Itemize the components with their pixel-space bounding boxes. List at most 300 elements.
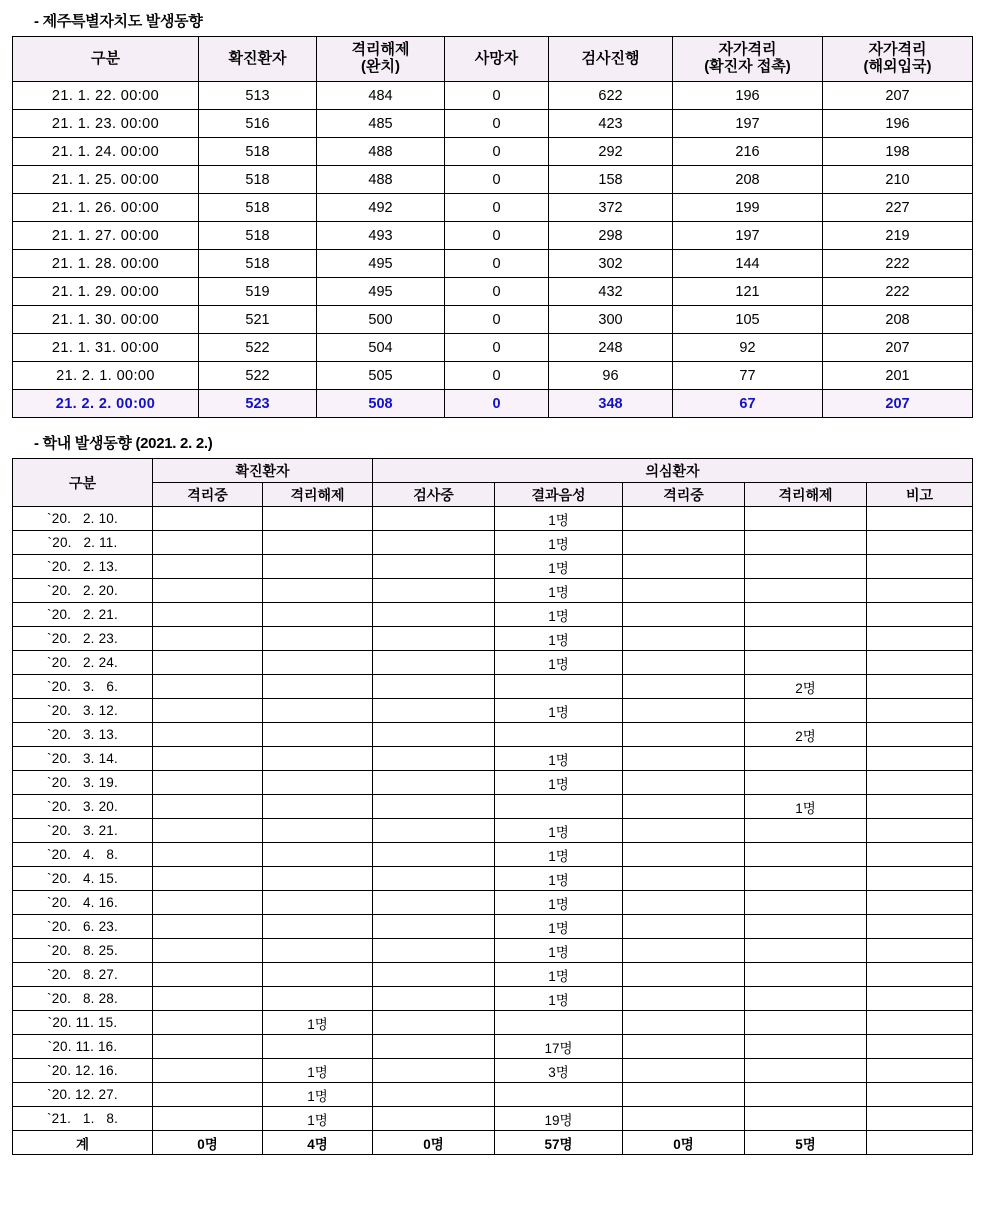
cell-confirmed-released bbox=[263, 555, 373, 579]
table-row bbox=[13, 334, 973, 362]
table-row bbox=[13, 627, 973, 651]
cell-released: 495 bbox=[317, 250, 445, 278]
cell-confirmed-isolating bbox=[153, 675, 263, 699]
cell-confirmed-released bbox=[263, 603, 373, 627]
cell-remark bbox=[867, 867, 973, 891]
cell-suspected-isolating bbox=[623, 891, 745, 915]
cell-date: `20. 3. 14. bbox=[13, 747, 153, 771]
cell-confirmed-released: 1명 bbox=[263, 1059, 373, 1083]
cell-confirmed-isolating bbox=[153, 1083, 263, 1107]
cell-confirmed: 519 bbox=[199, 278, 317, 306]
cell-suspected-negative: 1명 bbox=[495, 579, 623, 603]
cell-suspected-negative: 1명 bbox=[495, 507, 623, 531]
cell-deaths: 0 bbox=[445, 82, 549, 110]
table-row bbox=[13, 306, 973, 334]
cell-sq-contact: 144 bbox=[673, 250, 823, 278]
cell-sq-contact: 92 bbox=[673, 334, 823, 362]
cell-suspected-isolating bbox=[623, 843, 745, 867]
cell-date: 21. 1. 24. 00:00 bbox=[13, 138, 199, 166]
cell-remark bbox=[867, 651, 973, 675]
cell-total-confirmed-isolating: 0명 bbox=[153, 1131, 263, 1155]
cell-date: `20. 3. 21. bbox=[13, 819, 153, 843]
cell-confirmed-released: 1명 bbox=[263, 1083, 373, 1107]
cell-suspected-released bbox=[745, 603, 867, 627]
cell-sq-overseas: 208 bbox=[823, 306, 973, 334]
cell-remark bbox=[867, 1035, 973, 1059]
cell-confirmed-isolating bbox=[153, 723, 263, 747]
cell-suspected-isolating bbox=[623, 795, 745, 819]
cell-date: `20. 12. 27. bbox=[13, 1083, 153, 1107]
cell-suspected-released bbox=[745, 507, 867, 531]
cell-remark bbox=[867, 963, 973, 987]
jeju-trend-table bbox=[12, 36, 973, 418]
cell-date: `21. 1. 8. bbox=[13, 1107, 153, 1131]
cell-suspected-negative: 1명 bbox=[495, 867, 623, 891]
cell-remark bbox=[867, 675, 973, 699]
cell-date: 21. 1. 27. 00:00 bbox=[13, 222, 199, 250]
cell-suspected-isolating bbox=[623, 603, 745, 627]
cell-sq-contact: 67 bbox=[673, 390, 823, 418]
cell-confirmed-isolating bbox=[153, 555, 263, 579]
cell-testing: 348 bbox=[549, 390, 673, 418]
cell-suspected-isolating bbox=[623, 939, 745, 963]
cell-suspected-testing bbox=[373, 1107, 495, 1131]
cell-suspected-testing bbox=[373, 603, 495, 627]
cell-confirmed-released bbox=[263, 915, 373, 939]
cell-suspected-testing bbox=[373, 771, 495, 795]
col-header-suspected-group: 의심환자 bbox=[373, 459, 973, 483]
cell-confirmed-released bbox=[263, 723, 373, 747]
col-header-selfquarantine-overseas-line1: 자가격리 bbox=[868, 41, 927, 59]
table-row bbox=[13, 1059, 973, 1083]
cell-suspected-negative: 1명 bbox=[495, 747, 623, 771]
cell-date: 21. 1. 31. 00:00 bbox=[13, 334, 199, 362]
col-header-remark: 비고 bbox=[867, 483, 973, 507]
cell-sq-overseas: 219 bbox=[823, 222, 973, 250]
cell-released: 504 bbox=[317, 334, 445, 362]
cell-sq-overseas: 207 bbox=[823, 390, 973, 418]
cell-sq-overseas: 198 bbox=[823, 138, 973, 166]
table-row bbox=[13, 723, 973, 747]
cell-date: `20. 11. 16. bbox=[13, 1035, 153, 1059]
cell-deaths: 0 bbox=[445, 194, 549, 222]
cell-sq-contact: 197 bbox=[673, 222, 823, 250]
cell-date: `20. 3. 19. bbox=[13, 771, 153, 795]
table-row bbox=[13, 915, 973, 939]
cell-suspected-testing bbox=[373, 507, 495, 531]
cell-suspected-isolating bbox=[623, 1011, 745, 1035]
cell-suspected-released bbox=[745, 987, 867, 1011]
cell-sq-overseas: 227 bbox=[823, 194, 973, 222]
table-row bbox=[13, 110, 973, 138]
cell-suspected-negative bbox=[495, 723, 623, 747]
table-row bbox=[13, 555, 973, 579]
cell-confirmed: 518 bbox=[199, 194, 317, 222]
cell-sq-contact: 121 bbox=[673, 278, 823, 306]
cell-date: 21. 2. 2. 00:00 bbox=[13, 390, 199, 418]
cell-confirmed: 521 bbox=[199, 306, 317, 334]
cell-suspected-negative: 3명 bbox=[495, 1059, 623, 1083]
col-header-confirmed-released: 격리해제 bbox=[263, 483, 373, 507]
cell-sq-overseas: 196 bbox=[823, 110, 973, 138]
cell-suspected-negative: 1명 bbox=[495, 891, 623, 915]
table-row bbox=[13, 531, 973, 555]
cell-suspected-isolating bbox=[623, 915, 745, 939]
table-row bbox=[13, 795, 973, 819]
table-row bbox=[13, 278, 973, 306]
cell-suspected-testing bbox=[373, 579, 495, 603]
cell-suspected-negative: 1명 bbox=[495, 843, 623, 867]
cell-sq-contact: 216 bbox=[673, 138, 823, 166]
cell-suspected-negative bbox=[495, 1083, 623, 1107]
cell-suspected-isolating bbox=[623, 963, 745, 987]
table-row bbox=[13, 987, 973, 1011]
cell-confirmed: 518 bbox=[199, 250, 317, 278]
cell-suspected-isolating bbox=[623, 771, 745, 795]
cell-sq-contact: 77 bbox=[673, 362, 823, 390]
cell-suspected-isolating bbox=[623, 747, 745, 771]
cell-remark bbox=[867, 1059, 973, 1083]
cell-testing: 292 bbox=[549, 138, 673, 166]
cell-suspected-testing bbox=[373, 939, 495, 963]
table-row-latest bbox=[13, 390, 973, 418]
cell-confirmed-isolating bbox=[153, 1059, 263, 1083]
col-header-gubun bbox=[13, 37, 199, 82]
cell-suspected-negative: 1명 bbox=[495, 987, 623, 1011]
cell-suspected-released bbox=[745, 771, 867, 795]
cell-testing: 302 bbox=[549, 250, 673, 278]
cell-suspected-negative: 17명 bbox=[495, 1035, 623, 1059]
cell-suspected-testing bbox=[373, 1059, 495, 1083]
cell-confirmed-released bbox=[263, 819, 373, 843]
cell-suspected-testing bbox=[373, 867, 495, 891]
cell-confirmed-isolating bbox=[153, 819, 263, 843]
cell-suspected-isolating bbox=[623, 819, 745, 843]
cell-suspected-isolating bbox=[623, 507, 745, 531]
cell-released: 505 bbox=[317, 362, 445, 390]
cell-confirmed-released bbox=[263, 987, 373, 1011]
col-header-released-line1: 격리해제 bbox=[351, 41, 410, 59]
table-row bbox=[13, 579, 973, 603]
cell-released: 484 bbox=[317, 82, 445, 110]
cell-suspected-released: 2명 bbox=[745, 675, 867, 699]
cell-deaths: 0 bbox=[445, 362, 549, 390]
cell-suspected-isolating bbox=[623, 651, 745, 675]
cell-suspected-released bbox=[745, 555, 867, 579]
table-row bbox=[13, 194, 973, 222]
cell-deaths: 0 bbox=[445, 250, 549, 278]
cell-released: 488 bbox=[317, 138, 445, 166]
col-header-released bbox=[317, 37, 445, 82]
cell-suspected-negative bbox=[495, 795, 623, 819]
cell-date: 21. 1. 23. 00:00 bbox=[13, 110, 199, 138]
cell-testing: 300 bbox=[549, 306, 673, 334]
table-row bbox=[13, 250, 973, 278]
cell-suspected-negative: 1명 bbox=[495, 963, 623, 987]
cell-confirmed: 518 bbox=[199, 138, 317, 166]
cell-date: 21. 2. 1. 00:00 bbox=[13, 362, 199, 390]
cell-date: 21. 1. 28. 00:00 bbox=[13, 250, 199, 278]
cell-confirmed-released bbox=[263, 963, 373, 987]
cell-suspected-released bbox=[745, 963, 867, 987]
cell-remark bbox=[867, 699, 973, 723]
cell-deaths: 0 bbox=[445, 334, 549, 362]
cell-confirmed-released bbox=[263, 747, 373, 771]
section2-title: - 학내 발생동향 (2021. 2. 2.) bbox=[34, 435, 213, 452]
cell-total-suspected-testing: 0명 bbox=[373, 1131, 495, 1155]
table-row bbox=[13, 507, 973, 531]
col-header-suspected-released: 격리해제 bbox=[745, 483, 867, 507]
cell-confirmed-isolating bbox=[153, 603, 263, 627]
cell-suspected-testing bbox=[373, 843, 495, 867]
cell-confirmed-isolating bbox=[153, 915, 263, 939]
section-divider bbox=[12, 418, 974, 428]
cell-confirmed-isolating bbox=[153, 531, 263, 555]
table-row bbox=[13, 651, 973, 675]
table-header-row-sub bbox=[13, 483, 973, 507]
cell-suspected-isolating bbox=[623, 627, 745, 651]
cell-suspected-testing bbox=[373, 891, 495, 915]
cell-released: 485 bbox=[317, 110, 445, 138]
cell-testing: 372 bbox=[549, 194, 673, 222]
cell-date: `20. 3. 6. bbox=[13, 675, 153, 699]
col-header-deaths-line1: 사망자 bbox=[474, 49, 519, 67]
cell-confirmed-isolating bbox=[153, 771, 263, 795]
cell-date: `20. 6. 23. bbox=[13, 915, 153, 939]
cell-date: 21. 1. 25. 00:00 bbox=[13, 166, 199, 194]
cell-confirmed-released bbox=[263, 651, 373, 675]
cell-released: 500 bbox=[317, 306, 445, 334]
cell-remark bbox=[867, 939, 973, 963]
cell-suspected-released bbox=[745, 627, 867, 651]
table-row bbox=[13, 843, 973, 867]
col-header-selfquarantine-overseas-line2: (해외입국) bbox=[863, 58, 932, 75]
table-row bbox=[13, 771, 973, 795]
cell-confirmed-released bbox=[263, 891, 373, 915]
cell-remark bbox=[867, 579, 973, 603]
cell-date: `20. 8. 27. bbox=[13, 963, 153, 987]
cell-suspected-negative bbox=[495, 1011, 623, 1035]
cell-testing: 298 bbox=[549, 222, 673, 250]
cell-suspected-isolating bbox=[623, 579, 745, 603]
table-row bbox=[13, 675, 973, 699]
cell-confirmed-isolating bbox=[153, 1107, 263, 1131]
cell-date: `20. 2. 23. bbox=[13, 627, 153, 651]
cell-suspected-released bbox=[745, 891, 867, 915]
cell-suspected-isolating bbox=[623, 555, 745, 579]
cell-date: `20. 3. 20. bbox=[13, 795, 153, 819]
col-header-gubun-line1: 구분 bbox=[91, 49, 120, 67]
cell-suspected-testing bbox=[373, 1011, 495, 1035]
cell-sq-contact: 105 bbox=[673, 306, 823, 334]
cell-date: `20. 2. 11. bbox=[13, 531, 153, 555]
cell-date: `20. 2. 13. bbox=[13, 555, 153, 579]
cell-confirmed-released bbox=[263, 771, 373, 795]
cell-deaths: 0 bbox=[445, 138, 549, 166]
cell-suspected-released bbox=[745, 843, 867, 867]
cell-date: `20. 3. 12. bbox=[13, 699, 153, 723]
cell-deaths: 0 bbox=[445, 278, 549, 306]
cell-date: `20. 3. 13. bbox=[13, 723, 153, 747]
cell-date: `20. 2. 10. bbox=[13, 507, 153, 531]
cell-suspected-testing bbox=[373, 627, 495, 651]
cell-suspected-negative: 1명 bbox=[495, 531, 623, 555]
cell-confirmed-released bbox=[263, 939, 373, 963]
cell-confirmed-released bbox=[263, 867, 373, 891]
cell-total-label: 계 bbox=[13, 1131, 153, 1155]
cell-sq-contact: 208 bbox=[673, 166, 823, 194]
table-row bbox=[13, 362, 973, 390]
cell-confirmed-released bbox=[263, 507, 373, 531]
table-row bbox=[13, 1035, 973, 1059]
cell-deaths: 0 bbox=[445, 390, 549, 418]
cell-suspected-released bbox=[745, 1107, 867, 1131]
cell-confirmed-released bbox=[263, 675, 373, 699]
cell-released: 495 bbox=[317, 278, 445, 306]
cell-confirmed-isolating bbox=[153, 651, 263, 675]
cell-testing: 158 bbox=[549, 166, 673, 194]
table-row bbox=[13, 1107, 973, 1131]
cell-total-suspected-isolating: 0명 bbox=[623, 1131, 745, 1155]
col-header-selfquarantine-contact-line2: (확진자 접촉) bbox=[704, 58, 791, 75]
table-row bbox=[13, 603, 973, 627]
cell-sq-contact: 197 bbox=[673, 110, 823, 138]
cell-suspected-negative bbox=[495, 675, 623, 699]
cell-released: 488 bbox=[317, 166, 445, 194]
cell-remark bbox=[867, 819, 973, 843]
cell-suspected-testing bbox=[373, 747, 495, 771]
cell-deaths: 0 bbox=[445, 166, 549, 194]
cell-confirmed: 513 bbox=[199, 82, 317, 110]
cell-remark bbox=[867, 747, 973, 771]
col-header-selfquarantine-overseas bbox=[823, 37, 973, 82]
cell-deaths: 0 bbox=[445, 222, 549, 250]
cell-suspected-released bbox=[745, 747, 867, 771]
cell-confirmed-isolating bbox=[153, 843, 263, 867]
cell-date: 21. 1. 22. 00:00 bbox=[13, 82, 199, 110]
cell-remark bbox=[867, 987, 973, 1011]
section1-title: - 제주특별자치도 발생동향 bbox=[34, 13, 203, 30]
cell-confirmed-released bbox=[263, 1035, 373, 1059]
cell-remark bbox=[867, 1083, 973, 1107]
cell-suspected-released bbox=[745, 1083, 867, 1107]
cell-remark bbox=[867, 795, 973, 819]
cell-date: `20. 4. 16. bbox=[13, 891, 153, 915]
cell-confirmed-released bbox=[263, 699, 373, 723]
table-row bbox=[13, 1083, 973, 1107]
cell-total-suspected-negative: 57명 bbox=[495, 1131, 623, 1155]
table-row bbox=[13, 138, 973, 166]
table-row bbox=[13, 166, 973, 194]
cell-suspected-released bbox=[745, 819, 867, 843]
cell-confirmed-isolating bbox=[153, 891, 263, 915]
cell-sq-overseas: 201 bbox=[823, 362, 973, 390]
cell-remark bbox=[867, 555, 973, 579]
cell-suspected-released bbox=[745, 651, 867, 675]
col-header-deaths bbox=[445, 37, 549, 82]
cell-remark bbox=[867, 891, 973, 915]
cell-suspected-negative: 19명 bbox=[495, 1107, 623, 1131]
cell-date: `20. 12. 16. bbox=[13, 1059, 153, 1083]
cell-suspected-testing bbox=[373, 795, 495, 819]
cell-suspected-isolating bbox=[623, 987, 745, 1011]
cell-sq-overseas: 207 bbox=[823, 82, 973, 110]
table-row bbox=[13, 222, 973, 250]
cell-remark bbox=[867, 531, 973, 555]
cell-suspected-testing bbox=[373, 1083, 495, 1107]
table-row bbox=[13, 867, 973, 891]
cell-suspected-isolating bbox=[623, 531, 745, 555]
table-row bbox=[13, 747, 973, 771]
cell-released: 492 bbox=[317, 194, 445, 222]
cell-suspected-released bbox=[745, 699, 867, 723]
cell-sq-contact: 196 bbox=[673, 82, 823, 110]
cell-date: 21. 1. 26. 00:00 bbox=[13, 194, 199, 222]
cell-date: `20. 2. 21. bbox=[13, 603, 153, 627]
col-header-testing bbox=[549, 37, 673, 82]
cell-confirmed-isolating bbox=[153, 1035, 263, 1059]
cell-date: `20. 2. 20. bbox=[13, 579, 153, 603]
cell-suspected-released: 1명 bbox=[745, 795, 867, 819]
cell-date: `20. 8. 25. bbox=[13, 939, 153, 963]
cell-suspected-negative: 1명 bbox=[495, 819, 623, 843]
cell-suspected-isolating bbox=[623, 675, 745, 699]
cell-confirmed-isolating bbox=[153, 627, 263, 651]
cell-confirmed: 522 bbox=[199, 334, 317, 362]
cell-deaths: 0 bbox=[445, 306, 549, 334]
cell-suspected-isolating bbox=[623, 1107, 745, 1131]
table-header-row-top bbox=[13, 459, 973, 483]
cell-confirmed-released bbox=[263, 795, 373, 819]
cell-suspected-negative: 1명 bbox=[495, 603, 623, 627]
cell-confirmed: 516 bbox=[199, 110, 317, 138]
table-row bbox=[13, 891, 973, 915]
cell-suspected-negative: 1명 bbox=[495, 771, 623, 795]
col-header-selfquarantine-contact-line1: 자가격리 bbox=[718, 41, 777, 59]
cell-suspected-negative: 1명 bbox=[495, 555, 623, 579]
cell-date: `20. 11. 15. bbox=[13, 1011, 153, 1035]
cell-total-confirmed-released: 4명 bbox=[263, 1131, 373, 1155]
cell-suspected-testing bbox=[373, 1035, 495, 1059]
col-header-suspected-isolating: 격리중 bbox=[623, 483, 745, 507]
cell-suspected-released bbox=[745, 1035, 867, 1059]
cell-confirmed-isolating bbox=[153, 963, 263, 987]
col-header-suspected-testing: 검사중 bbox=[373, 483, 495, 507]
cell-remark bbox=[867, 843, 973, 867]
cell-suspected-testing bbox=[373, 819, 495, 843]
cell-confirmed-isolating bbox=[153, 507, 263, 531]
cell-testing: 423 bbox=[549, 110, 673, 138]
cell-suspected-isolating bbox=[623, 699, 745, 723]
cell-suspected-testing bbox=[373, 699, 495, 723]
cell-suspected-released bbox=[745, 579, 867, 603]
cell-suspected-testing bbox=[373, 531, 495, 555]
col-header-testing-line1: 검사진행 bbox=[581, 49, 640, 67]
cell-confirmed-isolating bbox=[153, 795, 263, 819]
cell-suspected-released bbox=[745, 1011, 867, 1035]
cell-confirmed: 522 bbox=[199, 362, 317, 390]
campus-trend-table bbox=[12, 458, 973, 1155]
cell-suspected-isolating bbox=[623, 1059, 745, 1083]
cell-suspected-released bbox=[745, 1059, 867, 1083]
cell-remark bbox=[867, 1011, 973, 1035]
cell-released: 493 bbox=[317, 222, 445, 250]
cell-suspected-isolating bbox=[623, 723, 745, 747]
table-row bbox=[13, 963, 973, 987]
cell-testing: 432 bbox=[549, 278, 673, 306]
cell-sq-overseas: 210 bbox=[823, 166, 973, 194]
cell-date: `20. 8. 28. bbox=[13, 987, 153, 1011]
